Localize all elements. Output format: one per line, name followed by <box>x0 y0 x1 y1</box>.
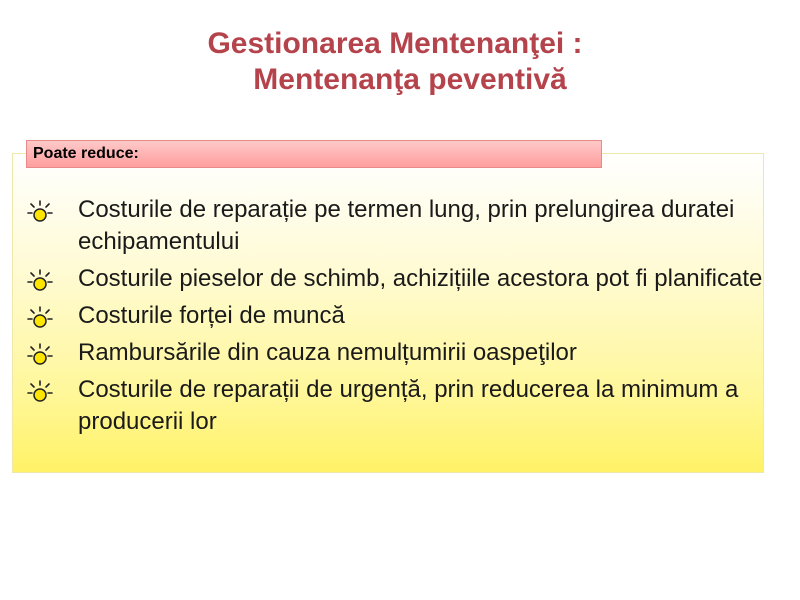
list-item-text: Costurile de reparație pe termen lung, prin prelungirea duratei echipamentului <box>78 196 735 255</box>
list-item <box>26 263 786 295</box>
section-label: Poate reduce: <box>26 140 602 168</box>
sun-icon <box>26 341 54 369</box>
sun-icon <box>26 378 54 406</box>
list-item <box>26 194 786 258</box>
slide-title-line-2: Mentenanţa peventivă <box>253 63 567 96</box>
slide-title-line-1: Gestionarea Mentenanţei : <box>207 27 583 60</box>
sun-icon <box>26 267 54 295</box>
sun-icon <box>26 304 54 332</box>
list-item-text: Costurile forței de muncă <box>78 302 345 329</box>
list-item <box>26 374 786 438</box>
list-item-text: Rambursările din cauza nemulțumirii oaspeţilor <box>78 339 577 366</box>
list-item-text: Costurile de reparații de urgență, prin reducerea la minimum a producerii lor <box>78 376 739 435</box>
bullet-list <box>26 194 786 443</box>
list-item <box>26 300 786 332</box>
list-item-text: Costurile pieselor de schimb, achizițiile acestora pot fi planificate <box>78 265 763 292</box>
slide-title <box>0 26 800 98</box>
sun-icon <box>26 198 54 226</box>
list-item <box>26 337 786 369</box>
